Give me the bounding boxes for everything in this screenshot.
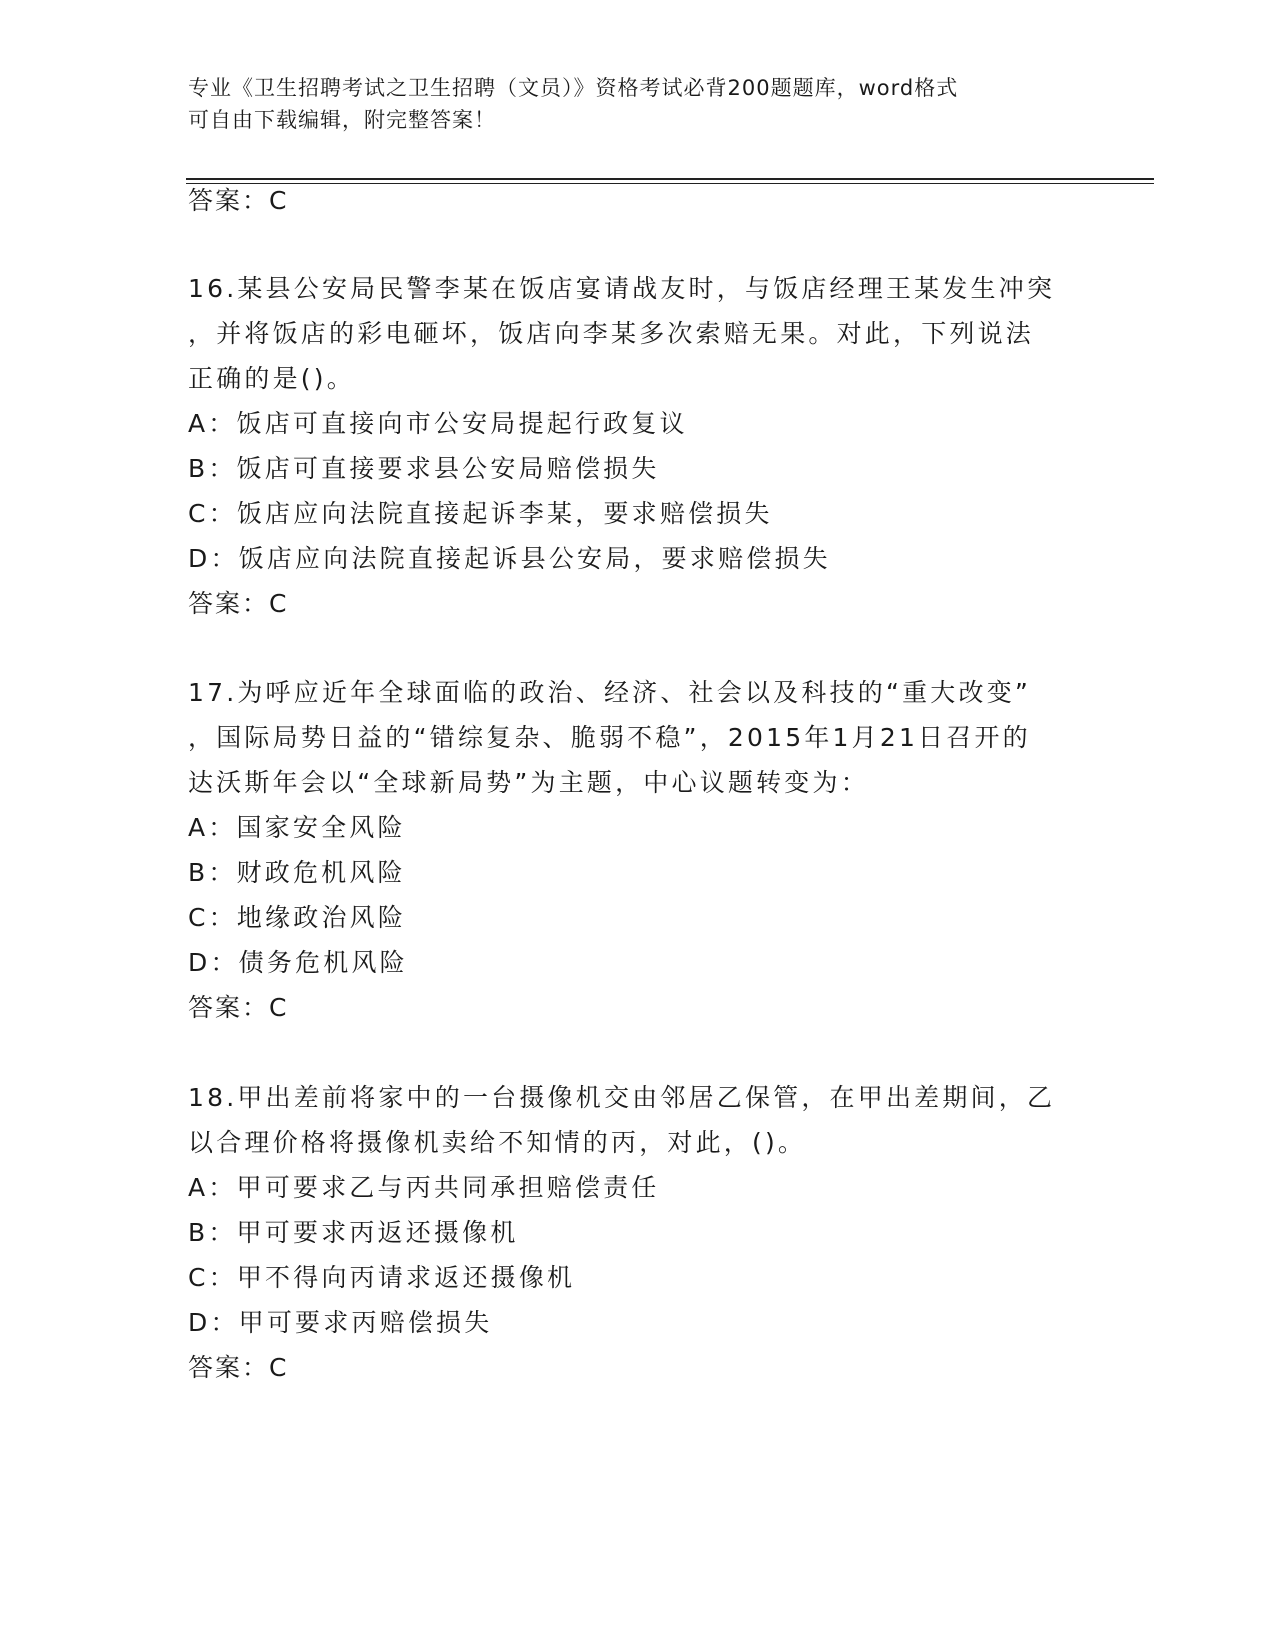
previous-question-answer — [188, 178, 1088, 223]
option-a: A：甲可要求乙与丙共同承担赔偿责任 — [188, 1173, 660, 1202]
option-d: D：债务危机风险 — [188, 948, 408, 977]
option-b: B：财政危机风险 — [188, 858, 406, 887]
question-stem-line: 以合理价格将摄像机卖给不知情的丙，对此，()。 — [188, 1128, 807, 1157]
question-stem-line: 正确的是()。 — [188, 364, 355, 393]
question-17 — [188, 670, 1088, 1030]
page-header — [188, 72, 1068, 136]
option-a: A：饭店可直接向市公安局提起行政复议 — [188, 409, 688, 438]
question-stem-line: 达沃斯年会以“全球新局势”为主题，中心议题转变为： — [188, 768, 869, 797]
answer-line: 答案：C — [188, 1353, 289, 1382]
question-stem-line: ，并将饭店的彩电砸坏，饭店向李某多次索赔无果。对此，下列说法 — [188, 319, 1035, 348]
answer-line: 答案：C — [188, 186, 289, 215]
option-c: C：甲不得向丙请求返还摄像机 — [188, 1263, 576, 1292]
option-b: B：饭店可直接要求县公安局赔偿损失 — [188, 454, 660, 483]
option-d: D：饭店应向法院直接起诉县公安局，要求赔偿损失 — [188, 544, 831, 573]
option-c: C：饭店应向法院直接起诉李某，要求赔偿损失 — [188, 499, 773, 528]
question-stem-line: 16.某县公安局民警李某在饭店宴请战友时，与饭店经理王某发生冲突 — [188, 274, 1056, 303]
option-c: C：地缘政治风险 — [188, 903, 407, 932]
header-title-line-1: 专业《卫生招聘考试之卫生招聘（文员）》资格考试必背200题题库，word格式 — [188, 76, 959, 100]
option-b: B：甲可要求丙返还摄像机 — [188, 1218, 519, 1247]
option-a: A：国家安全风险 — [188, 813, 406, 842]
question-stem-line: ，国际局势日益的“错综复杂、脆弱不稳”，2015年1月21日召开的 — [188, 723, 1031, 752]
question-16 — [188, 266, 1088, 626]
question-stem-line: 17.为呼应近年全球面临的政治、经济、社会以及科技的“重大改变” — [188, 678, 1032, 707]
answer-line: 答案：C — [188, 993, 289, 1022]
question-stem-line: 18.甲出差前将家中的一台摄像机交由邻居乙保管，在甲出差期间，乙 — [188, 1083, 1056, 1112]
header-title-line-2: 可自由下载编辑，附完整答案！ — [188, 108, 496, 132]
answer-line: 答案：C — [188, 589, 289, 618]
question-18 — [188, 1075, 1088, 1390]
option-d: D：甲可要求丙赔偿损失 — [188, 1308, 493, 1337]
